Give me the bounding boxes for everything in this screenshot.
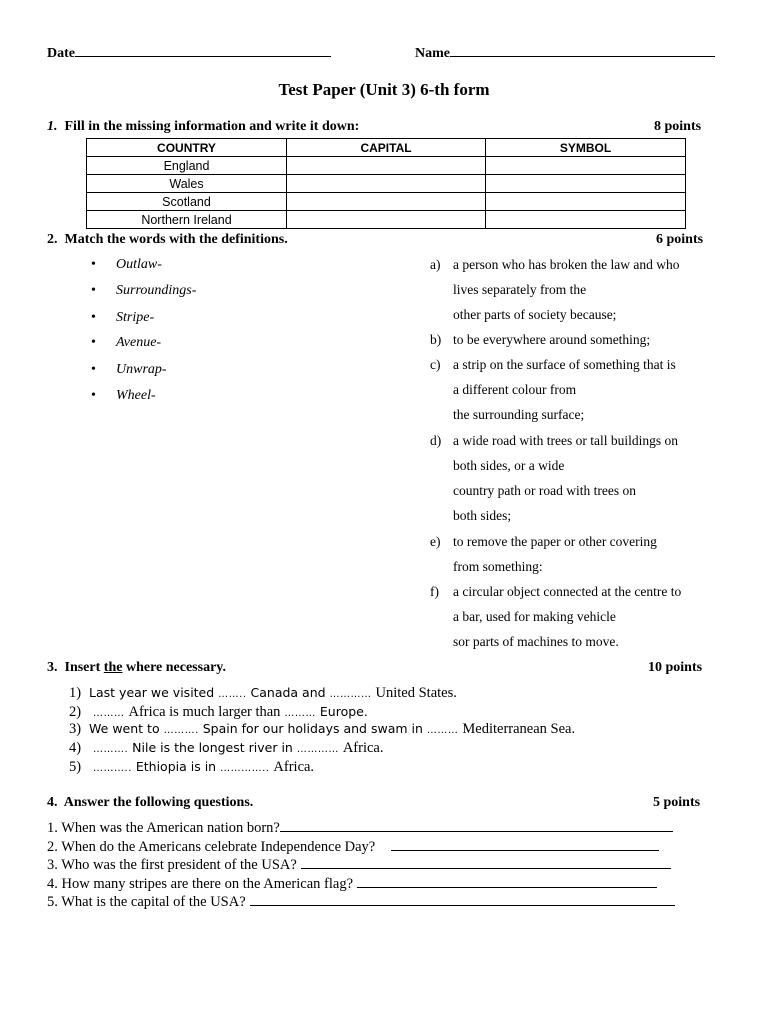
match-word: • Unwrap- <box>116 362 167 378</box>
capital-cell[interactable] <box>287 211 486 229</box>
blank-dots[interactable]: ……… <box>284 708 316 719</box>
definition-line: other parts of society because; <box>453 307 617 322</box>
definition-line: a circular object connected at the centre to <box>453 584 682 599</box>
match-word: • Outlaw- <box>116 257 162 273</box>
definition-line: a wide road with trees or tall buildings on <box>453 433 678 448</box>
question-row <box>47 819 673 837</box>
item-text: Africa is much larger than <box>128 704 281 720</box>
country-cell: England <box>87 157 287 175</box>
section1-points: 8 points <box>654 119 702 134</box>
item-number: 1) <box>69 685 82 701</box>
item-text: Canada and <box>246 685 330 700</box>
table-row <box>87 211 686 229</box>
section1-heading <box>47 119 359 135</box>
question-text: 1. When was the American nation born? <box>47 820 280 836</box>
match-word: • Stripe- <box>116 310 154 326</box>
blank-dots[interactable]: ………….. <box>220 763 270 774</box>
item-number: 5) <box>69 759 82 775</box>
insert-item <box>69 721 575 738</box>
definition-letter: d) <box>430 433 442 448</box>
column-header-symbol: SYMBOL <box>486 139 686 157</box>
section2-instruction: Match the words with the definitions. <box>64 232 288 247</box>
item-number: 4) <box>69 740 82 756</box>
definition-line: to remove the paper or other covering <box>453 534 657 549</box>
section3-points: 10 points <box>648 660 703 675</box>
item-text: Mediterranean Sea. <box>462 721 576 737</box>
name-label: Name <box>415 46 450 61</box>
answer-line[interactable] <box>357 875 657 888</box>
definition-line: country path or road with trees on <box>453 483 636 498</box>
table-row <box>87 157 686 175</box>
blank-dots[interactable]: ………… <box>296 744 339 755</box>
question-row <box>47 893 675 911</box>
table-header-row <box>87 139 686 157</box>
capital-cell[interactable] <box>287 175 486 193</box>
definition-letter: a) <box>430 257 441 272</box>
definition-line: the surrounding surface; <box>453 407 585 422</box>
definition-line: from something: <box>453 559 543 574</box>
column-header-capital: CAPITAL <box>287 139 486 157</box>
section3-instruction: Insert <box>64 660 101 675</box>
item-text: Africa. <box>342 740 384 756</box>
answer-line[interactable] <box>250 893 675 906</box>
blank-dots[interactable]: ………. <box>93 744 129 755</box>
insert-item <box>69 704 368 721</box>
date-line[interactable] <box>75 44 331 57</box>
definition-letter: f) <box>430 584 439 599</box>
section2-points: 6 points <box>656 232 704 247</box>
section2-heading <box>47 232 288 248</box>
symbol-cell[interactable] <box>486 175 686 193</box>
blank-dots[interactable]: ……… <box>93 708 125 719</box>
blank-dots[interactable]: ………. <box>163 725 199 736</box>
table-row <box>87 175 686 193</box>
item-text: Ethiopia is in <box>131 759 221 774</box>
answer-line[interactable] <box>391 838 659 851</box>
definition-line: lives separately from the <box>453 282 587 297</box>
question-row <box>47 875 657 893</box>
definition-letter: b) <box>430 332 442 347</box>
question-text: 3. Who was the first president of the USA? <box>47 857 297 873</box>
table-row <box>87 193 686 211</box>
item-text: Nile is the longest river in <box>128 740 297 755</box>
section3-instruction-end: where necessary. <box>125 660 227 675</box>
item-text: Last year we visited <box>89 685 219 700</box>
blank-dots[interactable]: ……….. <box>93 763 132 774</box>
question-text: 4. How many stripes are there on the American flag? <box>47 876 354 892</box>
country-cell: Scotland <box>87 193 287 211</box>
question-text: 2. When do the Americans celebrate Independence Day? <box>47 839 376 855</box>
country-cell: Northern Ireland <box>87 211 287 229</box>
question-row <box>47 856 671 874</box>
definition-line: sor parts of machines to move. <box>453 634 619 649</box>
insert-item <box>69 759 314 776</box>
section3-heading <box>47 660 226 676</box>
section4-number: 4. <box>47 795 58 810</box>
symbol-cell[interactable] <box>486 193 686 211</box>
match-word: • Avenue- <box>116 335 161 351</box>
item-number: 2) <box>69 704 82 720</box>
definition-line: both sides; <box>453 508 512 523</box>
answer-line[interactable] <box>280 819 673 832</box>
section3-underlined-word: the <box>103 660 123 675</box>
match-word: • Surroundings- <box>116 283 196 299</box>
section2-number: 2. <box>47 232 58 247</box>
name-line[interactable] <box>450 44 715 57</box>
blank-dots[interactable]: ………… <box>329 689 372 700</box>
section3-number: 3. <box>47 660 58 675</box>
capital-cell[interactable] <box>287 157 486 175</box>
question-text: 5. What is the capital of the USA? <box>47 894 246 910</box>
definition-line: a bar, used for making vehicle <box>453 609 616 624</box>
definition-line: both sides, or a wide <box>453 458 565 473</box>
section4-instruction: Answer the following questions. <box>63 795 254 810</box>
column-header-country: COUNTRY <box>87 139 287 157</box>
insert-item <box>69 685 457 702</box>
date-label: Date <box>47 46 75 61</box>
definition-line: to be everywhere around something; <box>453 332 651 347</box>
item-text: We went to <box>89 721 164 736</box>
symbol-cell[interactable] <box>486 157 686 175</box>
name-field[interactable] <box>415 44 715 62</box>
country-cell: Wales <box>87 175 287 193</box>
definition-line: a strip on the surface of something that is <box>453 357 676 372</box>
section1-instruction: Fill in the missing information and write it down: <box>64 119 360 134</box>
item-text: Africa. <box>273 759 315 775</box>
definition-line: a different colour from <box>453 382 577 397</box>
item-text: Spain for our holidays and swam in <box>198 721 427 736</box>
date-field[interactable] <box>47 44 331 62</box>
definition-letter: c) <box>430 357 441 372</box>
definition-line: a person who has broken the law and who <box>453 257 680 272</box>
section4-heading <box>47 795 253 811</box>
page-title: Test Paper (Unit 3) 6-th form <box>278 80 490 99</box>
section1-number: 1. <box>47 119 58 134</box>
insert-item <box>69 740 383 757</box>
question-row <box>47 838 659 856</box>
symbol-cell[interactable] <box>486 211 686 229</box>
definition-letter: e) <box>430 534 441 549</box>
blank-dots[interactable]: …….. <box>218 689 247 700</box>
item-number: 3) <box>69 721 82 737</box>
item-text: United States. <box>375 685 457 701</box>
answer-line[interactable] <box>301 856 671 869</box>
section4-points: 5 points <box>653 795 701 810</box>
blank-dots[interactable]: ……… <box>426 725 459 736</box>
capital-cell[interactable] <box>287 193 486 211</box>
match-word: • Wheel- <box>116 388 156 404</box>
country-table <box>86 138 686 229</box>
item-text: Europe. <box>315 704 368 719</box>
